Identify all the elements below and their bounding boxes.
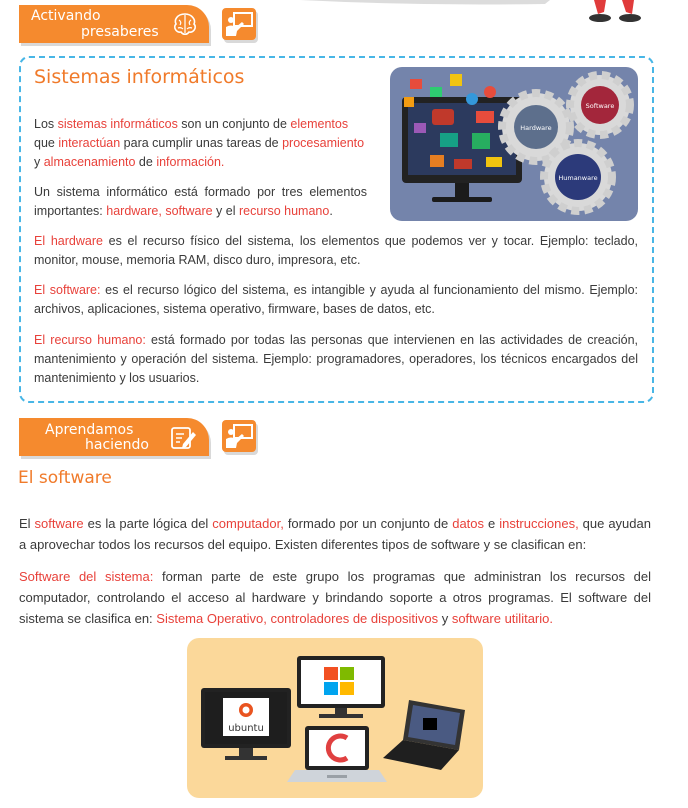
text-segment: es el recurso físico del sistema, los elementos que podemos ver y tocar. Ejemplo: teclado, monitor, mouse, memoria RAM, disco duro, impresora, etc. bbox=[34, 234, 638, 267]
highlighted-term: software bbox=[34, 516, 84, 531]
tab-line2: presaberes bbox=[81, 24, 159, 40]
highlighted-term: El recurso humano: bbox=[34, 333, 146, 347]
paragraph-hardware bbox=[34, 232, 638, 270]
highlighted-term: Software del sistema: bbox=[19, 569, 154, 584]
text-segment: que ayudan a aprovechar todos los recursos del equipo. Existen diferentes tipos de software y se clasifican en: bbox=[19, 516, 651, 552]
paragraph-software-def bbox=[19, 513, 651, 555]
highlighted-term: El hardware bbox=[34, 234, 103, 248]
teacher-board-icon bbox=[222, 8, 256, 40]
teacher-board-icon bbox=[222, 420, 256, 452]
highlighted-term: elementos bbox=[290, 117, 349, 131]
text-segment: Los bbox=[34, 117, 58, 131]
ubuntu-label: ubuntu bbox=[228, 723, 264, 734]
highlighted-term: instrucciones, bbox=[499, 516, 579, 531]
highlighted-term: procesamiento bbox=[282, 136, 365, 150]
devices-os-illustration bbox=[187, 638, 483, 798]
text-segment: formado por un conjunto de bbox=[283, 516, 453, 531]
text-segment: y el bbox=[212, 204, 239, 218]
highlighted-term: software utilitario. bbox=[451, 611, 553, 626]
highlighted-term: sistemas informáticos bbox=[57, 117, 178, 131]
text-segment: y bbox=[438, 611, 452, 626]
paragraph-software-sistema bbox=[19, 566, 651, 629]
tab-line1: Aprendamos bbox=[45, 422, 134, 438]
gear-software-icon bbox=[570, 75, 630, 135]
text-segment: . bbox=[329, 204, 333, 218]
gear-humanware-icon bbox=[544, 143, 612, 211]
highlighted-term: almacenamiento bbox=[43, 155, 136, 169]
ubuntu-logo-icon bbox=[239, 703, 253, 717]
gear-software-label: Software bbox=[585, 102, 615, 110]
paragraph-recurso-humano bbox=[34, 331, 638, 388]
paragraph-software bbox=[34, 281, 638, 319]
mascot-feet bbox=[589, 0, 641, 22]
activando-presaberes-tab bbox=[19, 5, 209, 43]
aprendamos-haciendo-tab bbox=[19, 418, 209, 456]
7zip-logo-icon bbox=[423, 718, 437, 730]
highlighted-term: hardware, software bbox=[106, 204, 213, 218]
paragraph-tres-elementos bbox=[34, 183, 367, 221]
text-segment: de bbox=[135, 155, 157, 169]
text-segment: para cumplir unas tareas de bbox=[120, 136, 283, 150]
highlighted-term: recurso humano bbox=[238, 204, 330, 218]
highlighted-term: información. bbox=[156, 155, 225, 169]
text-segment: Un sistema informático está formado por tres elementos importantes: bbox=[34, 185, 367, 218]
highlighted-term: Sistema Operativo, controladores de dispositivos bbox=[156, 611, 439, 626]
tab-line2: haciendo bbox=[85, 437, 149, 453]
computer-gears-illustration bbox=[390, 67, 638, 221]
text-segment: son un conjunto de bbox=[177, 117, 291, 131]
gear-humanware-label: Humanware bbox=[558, 174, 598, 182]
highlighted-term: computador, bbox=[212, 516, 284, 531]
text-segment: es la parte lógica del bbox=[83, 516, 213, 531]
highlighted-term: interactúan bbox=[58, 136, 121, 150]
text-segment: y bbox=[34, 155, 44, 169]
gear-hardware-label: Hardware bbox=[520, 124, 552, 132]
text-segment: está formado por todas las personas que intervienen en las actividades de creación, mantenimiento y operación del sistema. Ejemplo: programadores, operadores, los técnicos encargados del mantenimiento y los usuarios. bbox=[34, 333, 638, 385]
section-title-sistemas: Sistemas informáticos bbox=[34, 66, 245, 88]
text-segment: forman parte de este grupo los programas que administran los recursos del computador, controlando el acceso al hardware y brindando soporte a otros programas. El software del sistema se clasifica en: bbox=[19, 569, 651, 626]
text-segment: que bbox=[34, 136, 59, 150]
text-segment: El bbox=[19, 516, 35, 531]
text-segment: es el recurso lógico del sistema, es intangible y ayuda al funcionamiento del mismo. Ejemplo: archivos, aplicaciones, sistema operativo, firmware, bases de datos, etc. bbox=[34, 283, 638, 316]
section-title-software: El software bbox=[18, 468, 112, 488]
highlighted-term: El software: bbox=[34, 283, 101, 297]
tab-line1: Activando bbox=[31, 8, 101, 24]
notepad-pencil-icon bbox=[169, 424, 197, 450]
brain-icon bbox=[171, 11, 199, 37]
paragraph-sistemas-def bbox=[34, 115, 367, 172]
highlighted-term: datos bbox=[452, 516, 485, 531]
text-segment: e bbox=[484, 516, 500, 531]
